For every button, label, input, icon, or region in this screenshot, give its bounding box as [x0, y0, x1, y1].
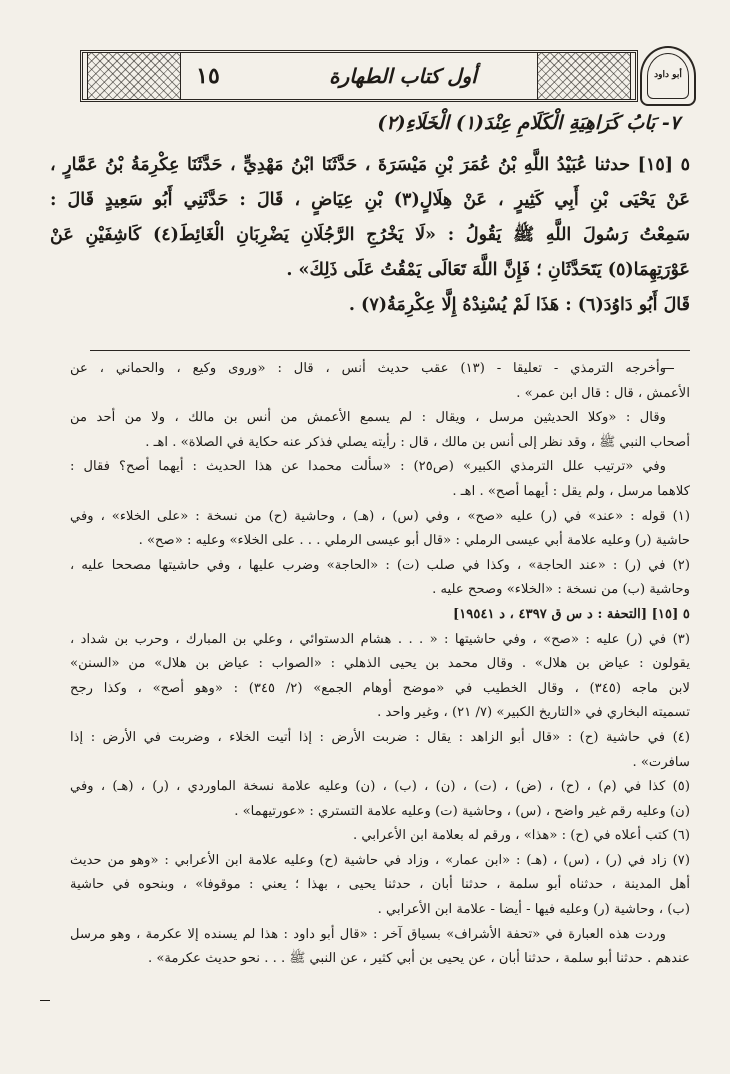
footnote-line: لابن ماجه (٣٤٥) ، وقال الخطيب في «موضح أوهام الجمع» (٢/ ٣٤٥) : «وهو أصح» ، وكذا رجح: [70, 680, 690, 696]
footnotes: [70, 357, 690, 972]
footnote-line: (ب) ، وحاشية (ر) وعليه فيها - أيضا - علامة ابن الأعرابي .: [377, 902, 690, 918]
hadith-line: عَوْرَتِهِمَا(٥) يَتَحَدَّثَانِ ؛ فَإِنَّ اللَّهَ تَعَالَى يَمْقُتُ عَلَى ذَلِكَ» .: [286, 260, 690, 280]
footnote-line: (٧) زاد في (ر) ، (س) ، (هـ) : «ابن عمار» ، وزاد في حاشية (ح) وعليه علامة ابن الأعرابي : «وهو من حديث: [70, 852, 690, 868]
footnote-line: كلاهما مرسل ، ولم يقل : أيهما أصح» . اهـ .: [452, 483, 690, 499]
footnote-line: (٢) في (ر) : «عند الحاجة» ، وكذا في صلب (ت) : «الحاجة» وضرب عليها ، وفي حاشيتها مصححا عليه ،: [70, 557, 690, 573]
hadith-line: قَالَ أَبُو دَاوُدَ(٦) : هَذَا لَمْ يُسْنِدْهُ إِلَّا عِكْرِمَةُ(٧) .: [348, 295, 690, 315]
footnote-line: (٤) في حاشية (ح) : «قال أبو الزاهد : يقال : ضربت الأرض : إذا أتيت الخلاء ، وضربت في الأرض : إذا: [70, 729, 690, 745]
footnote-line: الأعمش ، قال : قال ابن عمر» .: [516, 385, 690, 401]
footnote-line: وقال : «وكلا الحديثين مرسل ، ويقال : لم يسمع الأعمش من أنس بن مالك ، ولا من أحد من: [70, 410, 666, 426]
running-title: أول كتاب الطهارة: [329, 64, 477, 88]
footnote-line: أصحاب النبي ﷺ ، وقد نظر إلى أنس بن مالك ، قال : رأيته يصلي فذكر عنه حكاية في الصلاة» . اهـ .: [145, 434, 690, 450]
footnote-line: تسميته البخاري في «التاريخ الكبير» (٧/ ٢١) ، وغير واحد .: [377, 705, 690, 721]
page-number: ١٥: [196, 63, 220, 89]
footnote-line: (٣) في (ر) عليه : «صح» ، وفي حاشيتها : « . . . هشام الدستوائي ، وعلي بن المبارك ، وحرب بن شداد ،: [70, 631, 690, 647]
footnote-line: وأخرجه الترمذي - تعليقا - (١٣) عقب حديث أنس ، قال : «وروى وكيع ، والحماني ، عن: [70, 361, 666, 376]
hadith-line: عَنْ يَحْيَى بْنِ أَبِي كَثِيرٍ ، عَنْ هِلَالٍ(٣) بْنِ عِيَاضٍ ، قَالَ : حَدَّثَنِي أَبُو سَعِيدٍ قَالَ :: [50, 190, 690, 210]
hadith-line: ٥ [١٥] حدثنا عُبَيْدُ اللَّهِ بْنُ عُمَرَ بْنِ مَيْسَرَةَ ، حَدَّثَنَا ابْنُ مَهْدِيٍّ ، حَدَّثَنَا عِكْرِمَةُ بْنُ عَمَّارٍ ،: [50, 155, 690, 175]
footnote-line: وفي «ترتيب علل الترمذي الكبير» (ص٢٥) : «سألت محمدا عن هذا الحديث : أيهما أصح؟ فقال :: [70, 459, 666, 475]
footnote-line: وردت هذه العبارة في «تحفة الأشراف» بسياق آخر : «قال أبو داود : هذا لم يسنده إلا عكرمة ، وهو مرسل: [70, 926, 666, 942]
header-ornament-right: [537, 53, 631, 99]
tuhfa-reference: ٥ [١٥] [التحفة : د س ق ٤٣٩٧ ، د ١٩٥٤١]: [452, 606, 690, 622]
footnote-line: أهل المدينة ، حدثناه أبو سلمة ، حدثنا أبان ، حدثنا يحيى ، بهذا ؛ يعني : موقوفا» ، وبنحوه في حاشية: [70, 877, 690, 893]
running-header: [80, 50, 638, 102]
footnote-line: (١) قوله : «عند» في (ر) عليه «صح» ، وفي (س) ، (هـ) ، وحاشية (ح) من نسخة : «على الخلاء» ، وفي: [70, 508, 690, 524]
footnote-line: حاشية (ر) وعليه علامة أبي عيسى الرملي : «قال أبو عيسى الرملي . . . على الخلاء» وعليه : «صح» .: [138, 533, 690, 549]
footnote-line: يقولون : عياض بن هلال» . وقال محمد بن يحيى الذهلي : «الصواب : عياض بن هلال» من «السنن»: [70, 656, 690, 672]
continuation-dash-icon: [664, 368, 674, 369]
footnote-line: عندهم . حدثنا أبو سلمة ، حدثنا أبان ، عن يحيى بن أبي كثير ، عن النبي ﷺ . . . نحو حديث عكرمة» .: [147, 951, 690, 967]
header-ornament-left: [87, 53, 181, 99]
hadith-text: [50, 148, 690, 323]
footnote-line: (٥) كذا في (م) ، (ح) ، (ض) ، (ت) ، (ن) ، (ب) ، (ن) وعليه علامة نسخة الماوردي ، (ر) ، (هـ) ، وفي: [70, 779, 690, 795]
footnote-line: (٦) كتب أعلاه في (ح) : «هذا» ، ورقم له بعلامة ابن الأعرابي .: [352, 828, 690, 844]
footnote-line: سافرت» .: [632, 754, 690, 770]
book-medallion: [640, 46, 696, 106]
chapter-heading: ٧- بَابُ كَرَاهِيَةِ الْكَلَامِ عِنْدَ(١) الْخَلَاءِ(٢): [377, 112, 680, 134]
hadith-line: سَمِعْتُ رَسُولَ اللَّهِ ﷺ يَقُولُ : «لَا يَخْرُجِ الرَّجُلَانِ يَضْرِبَانِ الْغَائِطَ(٤) كَاشِفَيْنِ عَنْ: [50, 225, 690, 245]
continuation-dash-icon: [40, 1000, 50, 1001]
footnote-divider: [90, 350, 690, 351]
footnote-line: وحاشية (ب) من نسخة : «الخلاء» وصحح عليه .: [432, 582, 690, 598]
footnote-line: (ن) وعليه رقم غير واضح ، (س) ، وحاشية (ت) وعليه علامة التستري : «عورتيهما» .: [234, 803, 690, 819]
medallion-label: أبو داود: [647, 53, 689, 99]
